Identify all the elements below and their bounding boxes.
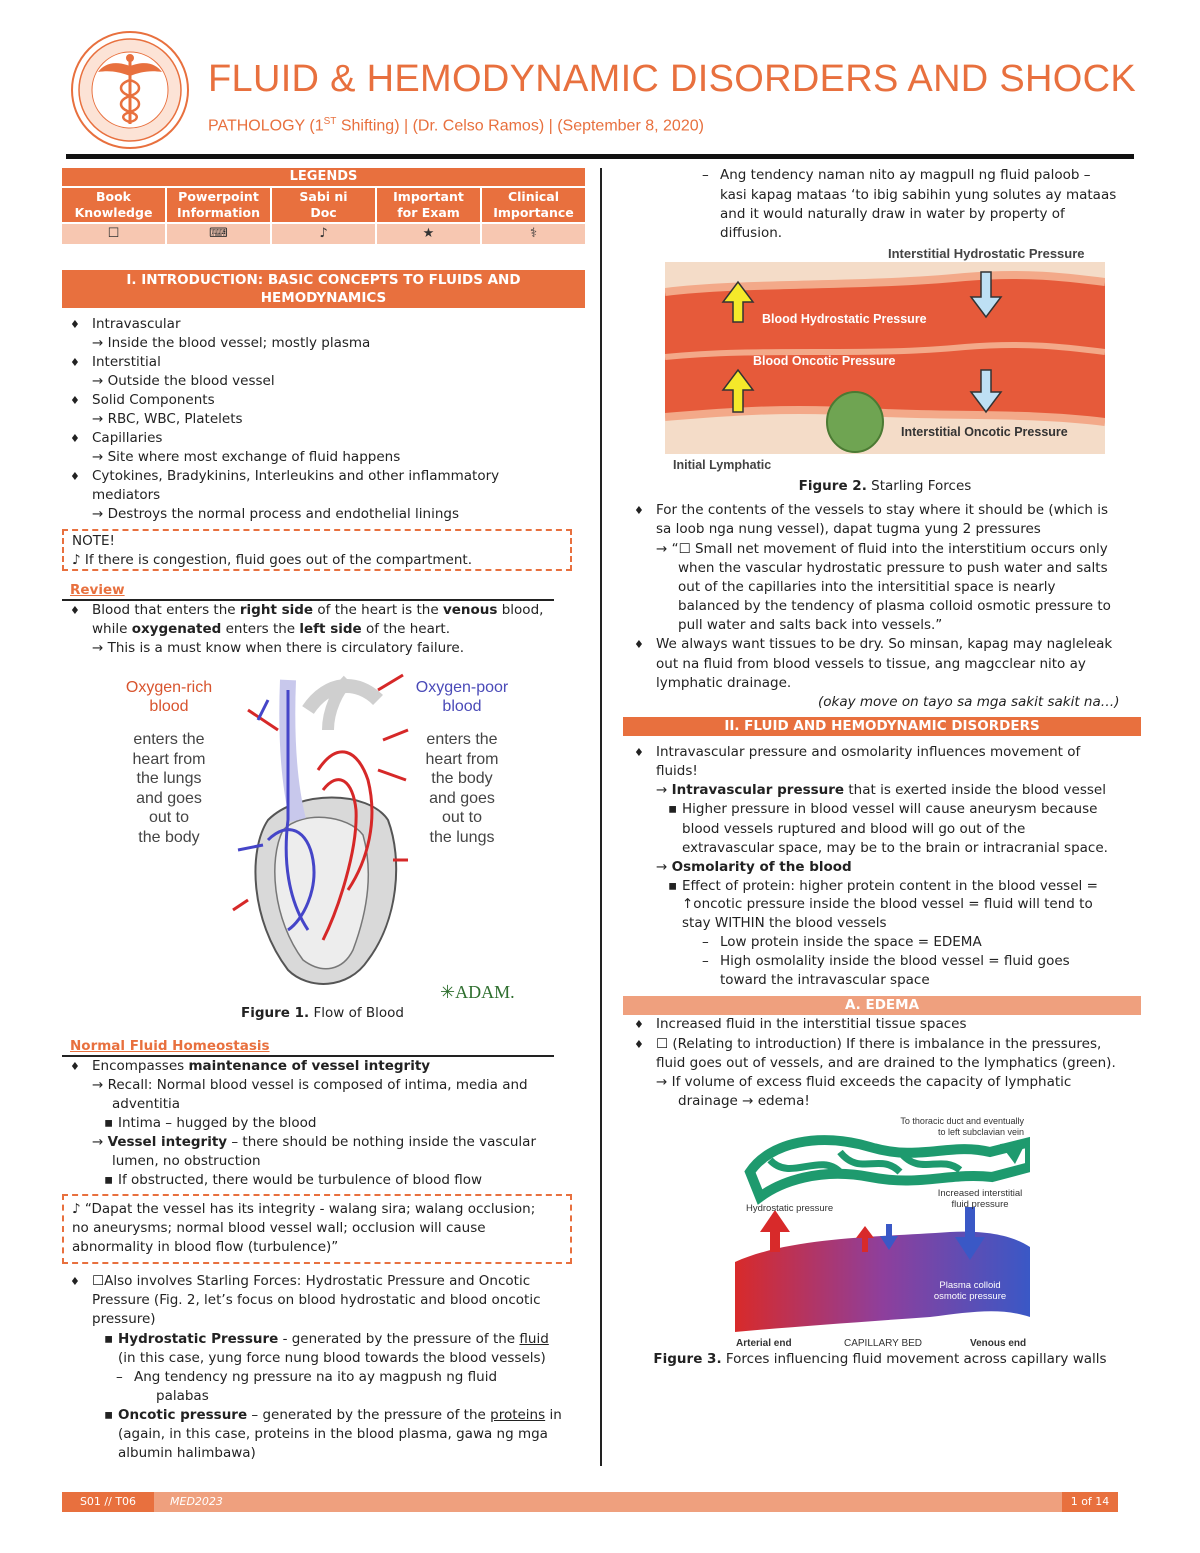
note-box: NOTE! ♪ If there is congestion, fluid goes out of the compartment.: [62, 529, 572, 571]
list-item: pressure): [92, 1311, 156, 1327]
list-item: → If volume of excess fluid exceeds the capacity of lymphatic: [656, 1074, 1072, 1090]
footer-code: S01 // T06: [62, 1492, 154, 1512]
legends-table: [62, 168, 585, 244]
list-item: → Inside the blood vessel; mostly plasma: [92, 335, 371, 351]
arterial-end-label: Arterial end: [736, 1338, 792, 1349]
list-item: (in this case, yung force nung blood towards the blood vessels): [118, 1350, 546, 1366]
star-icon: ★: [377, 224, 480, 244]
figure-1-left-text: enters the heart from the lungs and goes out to the body: [132, 731, 206, 846]
venous-end-label: Venous end: [970, 1338, 1027, 1349]
list-item: stay WITHIN the blood vessels: [682, 915, 887, 931]
list-item: ▪ Effect of protein: higher protein content in the blood vessel =: [682, 877, 1098, 896]
list-item: → Intravascular pressure that is exerted inside the blood vessel: [656, 782, 1106, 798]
column-divider: [600, 168, 602, 1466]
list-item: fluids!: [656, 763, 698, 779]
list-item: → Site where most exchange of fluid happens: [92, 449, 401, 465]
list-item: ▪ If obstructed, there would be turbulence of blood flow: [118, 1171, 482, 1190]
list-item: ♦ Cytokines, Bradykinins, Interleukins and other inflammatory: [92, 467, 499, 486]
keyboard-icon: ⌨: [167, 224, 270, 244]
figure-3-caption: Figure 3. Forces influencing fluid movement across capillary walls: [653, 1351, 1107, 1367]
list-item: balanced by the tendency of plasma colloid osmotic pressure to: [678, 598, 1111, 614]
list-item: ♦ Solid Components: [92, 391, 215, 410]
legend-powerpoint: Powerpoint Information: [167, 188, 270, 222]
list-item: ♦ Capillaries: [92, 429, 162, 448]
capillary-bed-illustration-icon: [730, 1112, 1030, 1350]
list-item: ▪ Higher pressure in blood vessel will cause aneurysm because: [682, 800, 1097, 819]
list-item: out of the capillaries into the intersititial space is nearly: [678, 579, 1056, 595]
list-item: ♦ Intravascular pressure and osmolarity influences movement of: [656, 743, 1080, 762]
list-item: drainage → edema!: [678, 1093, 810, 1109]
list-item: ♦ Blood that enters the right side of the heart is the venous blood,: [92, 601, 543, 620]
header-rule: [66, 154, 1134, 159]
list-item: albumin halimbawa): [118, 1445, 256, 1461]
list-item: ▪ Hydrostatic Pressure - generated by the pressure of the fluid: [118, 1330, 549, 1349]
list-item: → Destroys the normal process and endothelial linings: [92, 506, 459, 522]
homeostasis-heading: Normal Fluid Homeostasis: [70, 1038, 270, 1054]
list-item: while oxygenated enters the left side of the heart.: [92, 621, 450, 637]
list-item: → “☐ Small net movement of fluid into the interstitium occurs only: [656, 541, 1108, 557]
list-item: – High osmolality inside the blood vessel = fluid goes: [702, 953, 1070, 969]
hydrostatic-pressure-label: Hydrostatic pressure: [746, 1203, 834, 1214]
legend-book: Book Knowledge: [62, 188, 165, 222]
figure-3-capillary-bed: [730, 1112, 1030, 1350]
interstitial-oncotic-label: Interstitial Oncotic Pressure: [901, 425, 1068, 439]
list-item: (again, in this case, proteins in the blood plasma, gawa ng mga: [118, 1426, 548, 1442]
document-title: FLUID & HEMODYNAMIC DISORDERS AND SHOCK: [208, 58, 1137, 100]
legend-sabi-ni-doc: Sabi ni Doc: [272, 188, 375, 222]
list-item: → Recall: Normal blood vessel is composed of intima, media and: [92, 1077, 528, 1093]
list-item: → This is a must know when there is circulatory failure.: [92, 640, 464, 656]
list-item: ♦ Intravascular: [92, 315, 181, 334]
plasma-colloid-label: Plasma colloid osmotic pressure: [933, 1280, 1007, 1302]
list-item: pull water and salts back into vessels.”: [678, 617, 943, 633]
page-number: 1 of 14: [1062, 1492, 1118, 1512]
section-2-header: II. FLUID AND HEMODYNAMIC DISORDERS: [623, 717, 1141, 736]
list-item: → RBC, WBC, Platelets: [92, 411, 243, 427]
heart-illustration-icon: [228, 670, 412, 1000]
list-item: kasi kapag mataas ‘to ibig sabihin yung solutes ay mataas: [720, 187, 1117, 203]
music-note-icon: ♪: [272, 224, 375, 244]
list-item: toward the intravascular space: [720, 972, 930, 988]
list-item: ♦ Interstitial: [92, 353, 161, 372]
list-item: fluid goes out of vessels, and are drained to the lymphatics (green).: [656, 1055, 1116, 1071]
list-item: out na fluid from blood vessels to tissue, ang magcclear nito ay: [656, 656, 1086, 672]
doc-quote-box: ♪ “Dapat the vessel has its integrity - walang sira; walang occlusion; no aneurysms; normal blood vessel wall; occlusion will cause abnormality in blood flow (turbulence)”: [62, 1194, 572, 1264]
list-item: – Ang tendency naman nito ay magpull ng fluid paloob –: [702, 167, 1091, 183]
list-item: – Ang tendency ng pressure na ito ay magpush ng fluid: [116, 1369, 498, 1385]
list-item: mediators: [92, 487, 161, 503]
blood-hydrostatic-label: Blood Hydrostatic Pressure: [762, 312, 927, 326]
figure-1-right-text: enters the heart from the body and goes out to the lungs: [425, 731, 499, 846]
list-item: adventitia: [112, 1096, 181, 1112]
list-item: ▪ Oncotic pressure – generated by the pressure of the proteins in: [118, 1406, 562, 1425]
capillary-bed-label: CAPILLARY BED: [844, 1338, 923, 1349]
list-item: ♦ Encompasses maintenance of vessel integrity: [92, 1057, 430, 1076]
legend-important: Important for Exam: [377, 188, 480, 222]
list-item: ♦ For the contents of the vessels to stay where it should be (which is: [656, 501, 1108, 520]
edema-header: A. EDEMA: [623, 996, 1141, 1015]
figure-1-caption: Figure 1. Flow of Blood: [241, 1005, 404, 1021]
list-item: lumen, no obstruction: [112, 1153, 261, 1169]
section-1-header: I. INTRODUCTION: BASIC CONCEPTS TO FLUIDS AND HEMODYNAMICS ⌨: [62, 270, 585, 308]
list-item: Pressure (Fig. 2, let’s focus on blood hydrostatic and blood oncotic: [92, 1292, 541, 1308]
thoracic-duct-label: To thoracic duct and eventually to left subclavian vein: [900, 1116, 1024, 1137]
interstitial-hydrostatic-label: Interstitial Hydrostatic Pressure: [888, 246, 1085, 261]
list-item: ↑oncotic pressure inside the blood vessel = fluid will tend to: [682, 896, 1093, 912]
list-item: sa loob nga nung vessel), dapat tugma yung 2 pressures: [656, 521, 1041, 537]
figure-1-heart: Oxygen-rich blood enters the heart from the lungs and goes out to the body Oxygen-poor blood enters the heart from the body and goes out to the lungs ✳ADAM.: [110, 670, 535, 1000]
list-item: diffusion.: [720, 225, 783, 241]
list-item: and it would naturally draw in water by property of: [720, 206, 1065, 222]
initial-lymphatic-label: Initial Lymphatic: [673, 458, 772, 472]
legend-clinical: Clinical Importance: [482, 188, 585, 222]
adam-brand-logo: ✳ADAM.: [440, 982, 515, 1000]
caduceus-logo-icon: [70, 30, 190, 150]
list-item: blood vessels ruptured and blood will go out of the: [682, 821, 1026, 837]
list-item: ♦ Increased fluid in the interstitial tissue spaces: [656, 1015, 967, 1034]
book-icon: ☐: [62, 224, 165, 244]
list-item: ▪ Intima – hugged by the blood: [118, 1114, 316, 1133]
keyboard-icon: ⌨: [313, 308, 334, 324]
list-item: lymphatic drainage.: [656, 675, 792, 691]
list-item: → Vessel integrity – there should be nothing inside the vascular: [92, 1134, 536, 1150]
figure-2-starling-forces: [665, 240, 1105, 475]
list-item: → Outside the blood vessel: [92, 373, 275, 389]
figure-2-caption: Figure 2. Starling Forces: [798, 478, 972, 494]
list-item: → Osmolarity of the blood: [656, 859, 852, 875]
review-heading: Review: [70, 582, 125, 598]
caduceus-icon: ⚕: [482, 224, 585, 244]
list-item: ♦ ☐ (Relating to introduction) If there is imbalance in the pressures,: [656, 1035, 1101, 1054]
list-item: ♦ We always want tissues to be dry. So minsan, kapag may nagleleak: [656, 635, 1112, 654]
legends-title: LEGENDS: [62, 168, 585, 186]
list-item: – Low protein inside the space = EDEMA: [702, 934, 982, 950]
list-item: extravascular space, may be to the brain or intracranial space.: [682, 840, 1108, 856]
aside-text: (okay move on tayo sa mga sakit sakit na…): [818, 694, 1120, 710]
list-item: ♦ ☐Also involves Starling Forces: Hydrostatic Pressure and Oncotic: [92, 1272, 530, 1291]
document-subtitle: PATHOLOGY (1ST Shifting) | (Dr. Celso Ramos) | (September 8, 2020): [208, 116, 704, 135]
blood-oncotic-label: Blood Oncotic Pressure: [753, 354, 896, 368]
interstitial-fluid-pressure-label: Increased interstitial fluid pressure: [937, 1188, 1023, 1210]
list-item: when the vascular hydrostatic pressure to push water and salts: [678, 560, 1108, 576]
footer-batch: MED2023: [170, 1495, 223, 1508]
list-item: palabas: [156, 1388, 209, 1404]
